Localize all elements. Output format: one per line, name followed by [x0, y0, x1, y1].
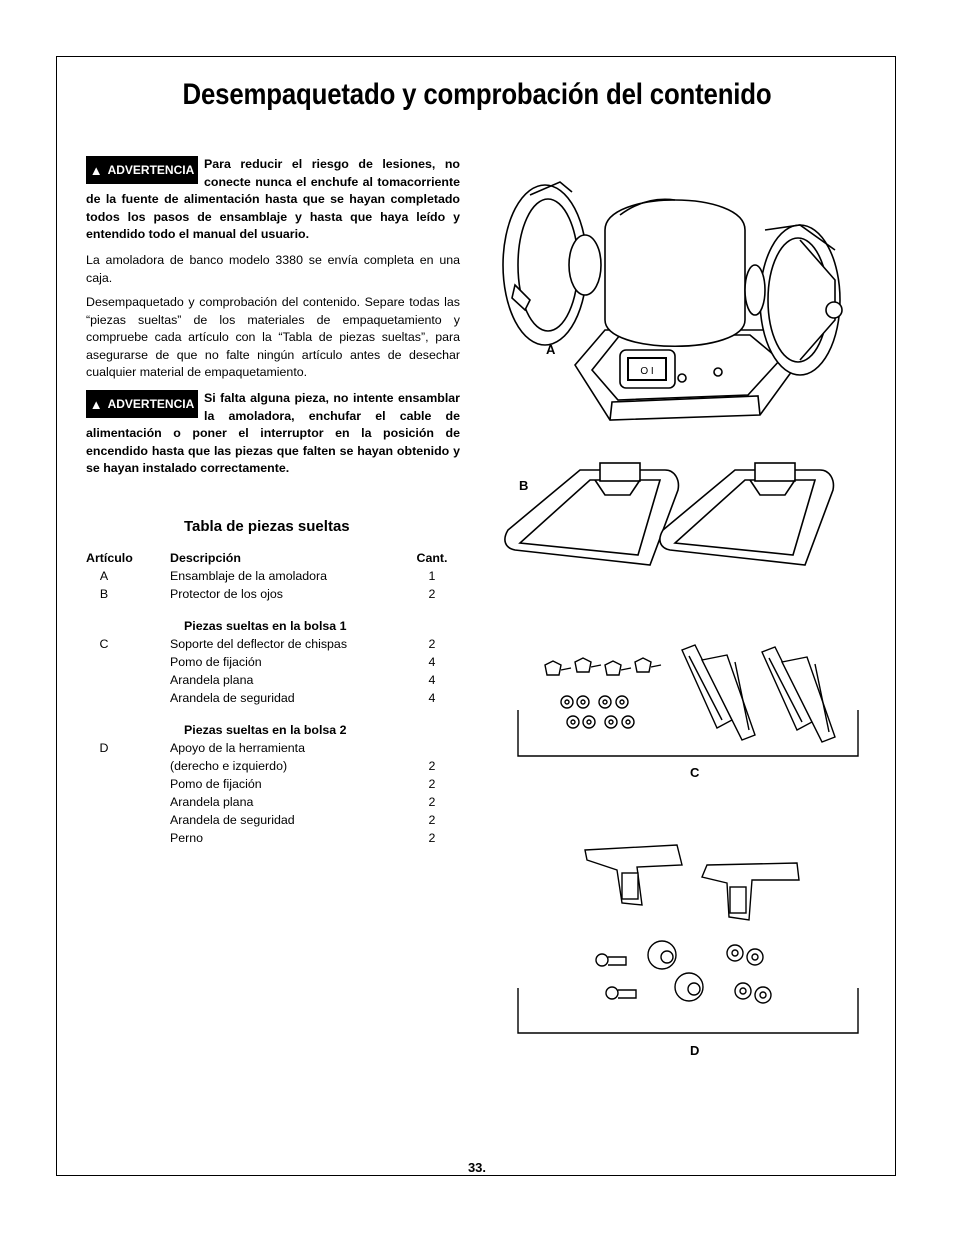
- washers: [727, 945, 771, 1003]
- bolts-and-knobs: [596, 941, 703, 1001]
- warning-text: Si falta alguna pieza, no intente ensamblar la amoladora, enchufar el cable de alimentación o poner el interruptor en la posición de encendido hasta que las piezas que falten se hayan obtenido y se hayan instalado correctamente.: [86, 391, 460, 475]
- warning-badge: ▲ ADVERTENCIA: [86, 390, 198, 418]
- spark-deflector-brackets: [682, 645, 835, 742]
- loose-parts-table: [86, 549, 454, 847]
- table-row: Arandela plana 4: [170, 673, 436, 687]
- table-header-row: Artículo Descripción Cant.: [86, 551, 448, 565]
- bench-grinder-illustration: [500, 170, 860, 430]
- eye-shields-illustration: [500, 455, 860, 575]
- table-row: Perno 2: [170, 831, 436, 845]
- table-row: Pomo de fijación 4: [170, 655, 436, 669]
- warning-triangle-icon: ▲: [89, 162, 103, 178]
- table-row: A Ensamblaje de la amoladora 1: [99, 569, 436, 583]
- washers: [561, 696, 634, 728]
- figure-label-b: B: [519, 478, 529, 493]
- figure-label-c: C: [690, 765, 700, 780]
- page-title: Desempaquetado y comprobación del contenido: [182, 78, 772, 111]
- table-row: B Protector de los ojos 2: [99, 587, 436, 601]
- table-row: (derecho e izquierdo) 2: [170, 759, 436, 773]
- warning-block-1: [86, 156, 460, 244]
- table-row: Arandela de seguridad 4: [170, 691, 436, 705]
- figure-label-a: A: [546, 342, 556, 357]
- bag1-heading-row: Piezas sueltas en la bolsa 1: [184, 619, 347, 633]
- figure-label-d: D: [690, 1043, 700, 1058]
- unpacking-paragraph: Desempaquetado y comprobación del contenido. Separe todas las “piezas sueltas” de los materiales de empaquetamiento y compruebe cada artículo con la “Tabla de piezas sueltas”, para asegurarse de que no falte ningún artículo antes de desechar cualquier material de empaquetamiento.: [86, 295, 460, 379]
- table-row: Pomo de fijación 2: [170, 777, 436, 791]
- bag2-heading-row: Piezas sueltas en la bolsa 2: [184, 723, 347, 737]
- warning-block-2: [86, 390, 460, 478]
- table-row: Arandela de seguridad 2: [170, 813, 436, 827]
- page-number: 33.: [467, 1160, 487, 1175]
- warning-triangle-icon: ▲: [89, 396, 103, 412]
- bag1-parts-illustration: [517, 640, 859, 758]
- locking-knobs: [545, 658, 661, 675]
- table-row: D Apoyo de la herramienta: [99, 741, 306, 755]
- tool-rests: [585, 845, 799, 920]
- table-row: Arandela plana 2: [170, 795, 436, 809]
- warning-text: Para reducir el riesgo de lesiones, no conecte nunca el enchufe al tomacorriente de la fuente de alimentación hasta que se hayan completado todos los pasos de ensamblaje y hasta que haya leído y entendido todo el manual del usuario.: [86, 157, 460, 241]
- table-row: C Soporte del deflector de chispas 2: [99, 637, 436, 651]
- parts-table-title: Tabla de piezas sueltas: [184, 518, 350, 535]
- switch-label: O I: [640, 366, 654, 377]
- warning-badge: ▲ ADVERTENCIA: [86, 156, 198, 184]
- intro-paragraph: La amoladora de banco modelo 3380 se envía completa en una caja.: [86, 253, 460, 285]
- bag2-parts-illustration: [517, 845, 859, 1035]
